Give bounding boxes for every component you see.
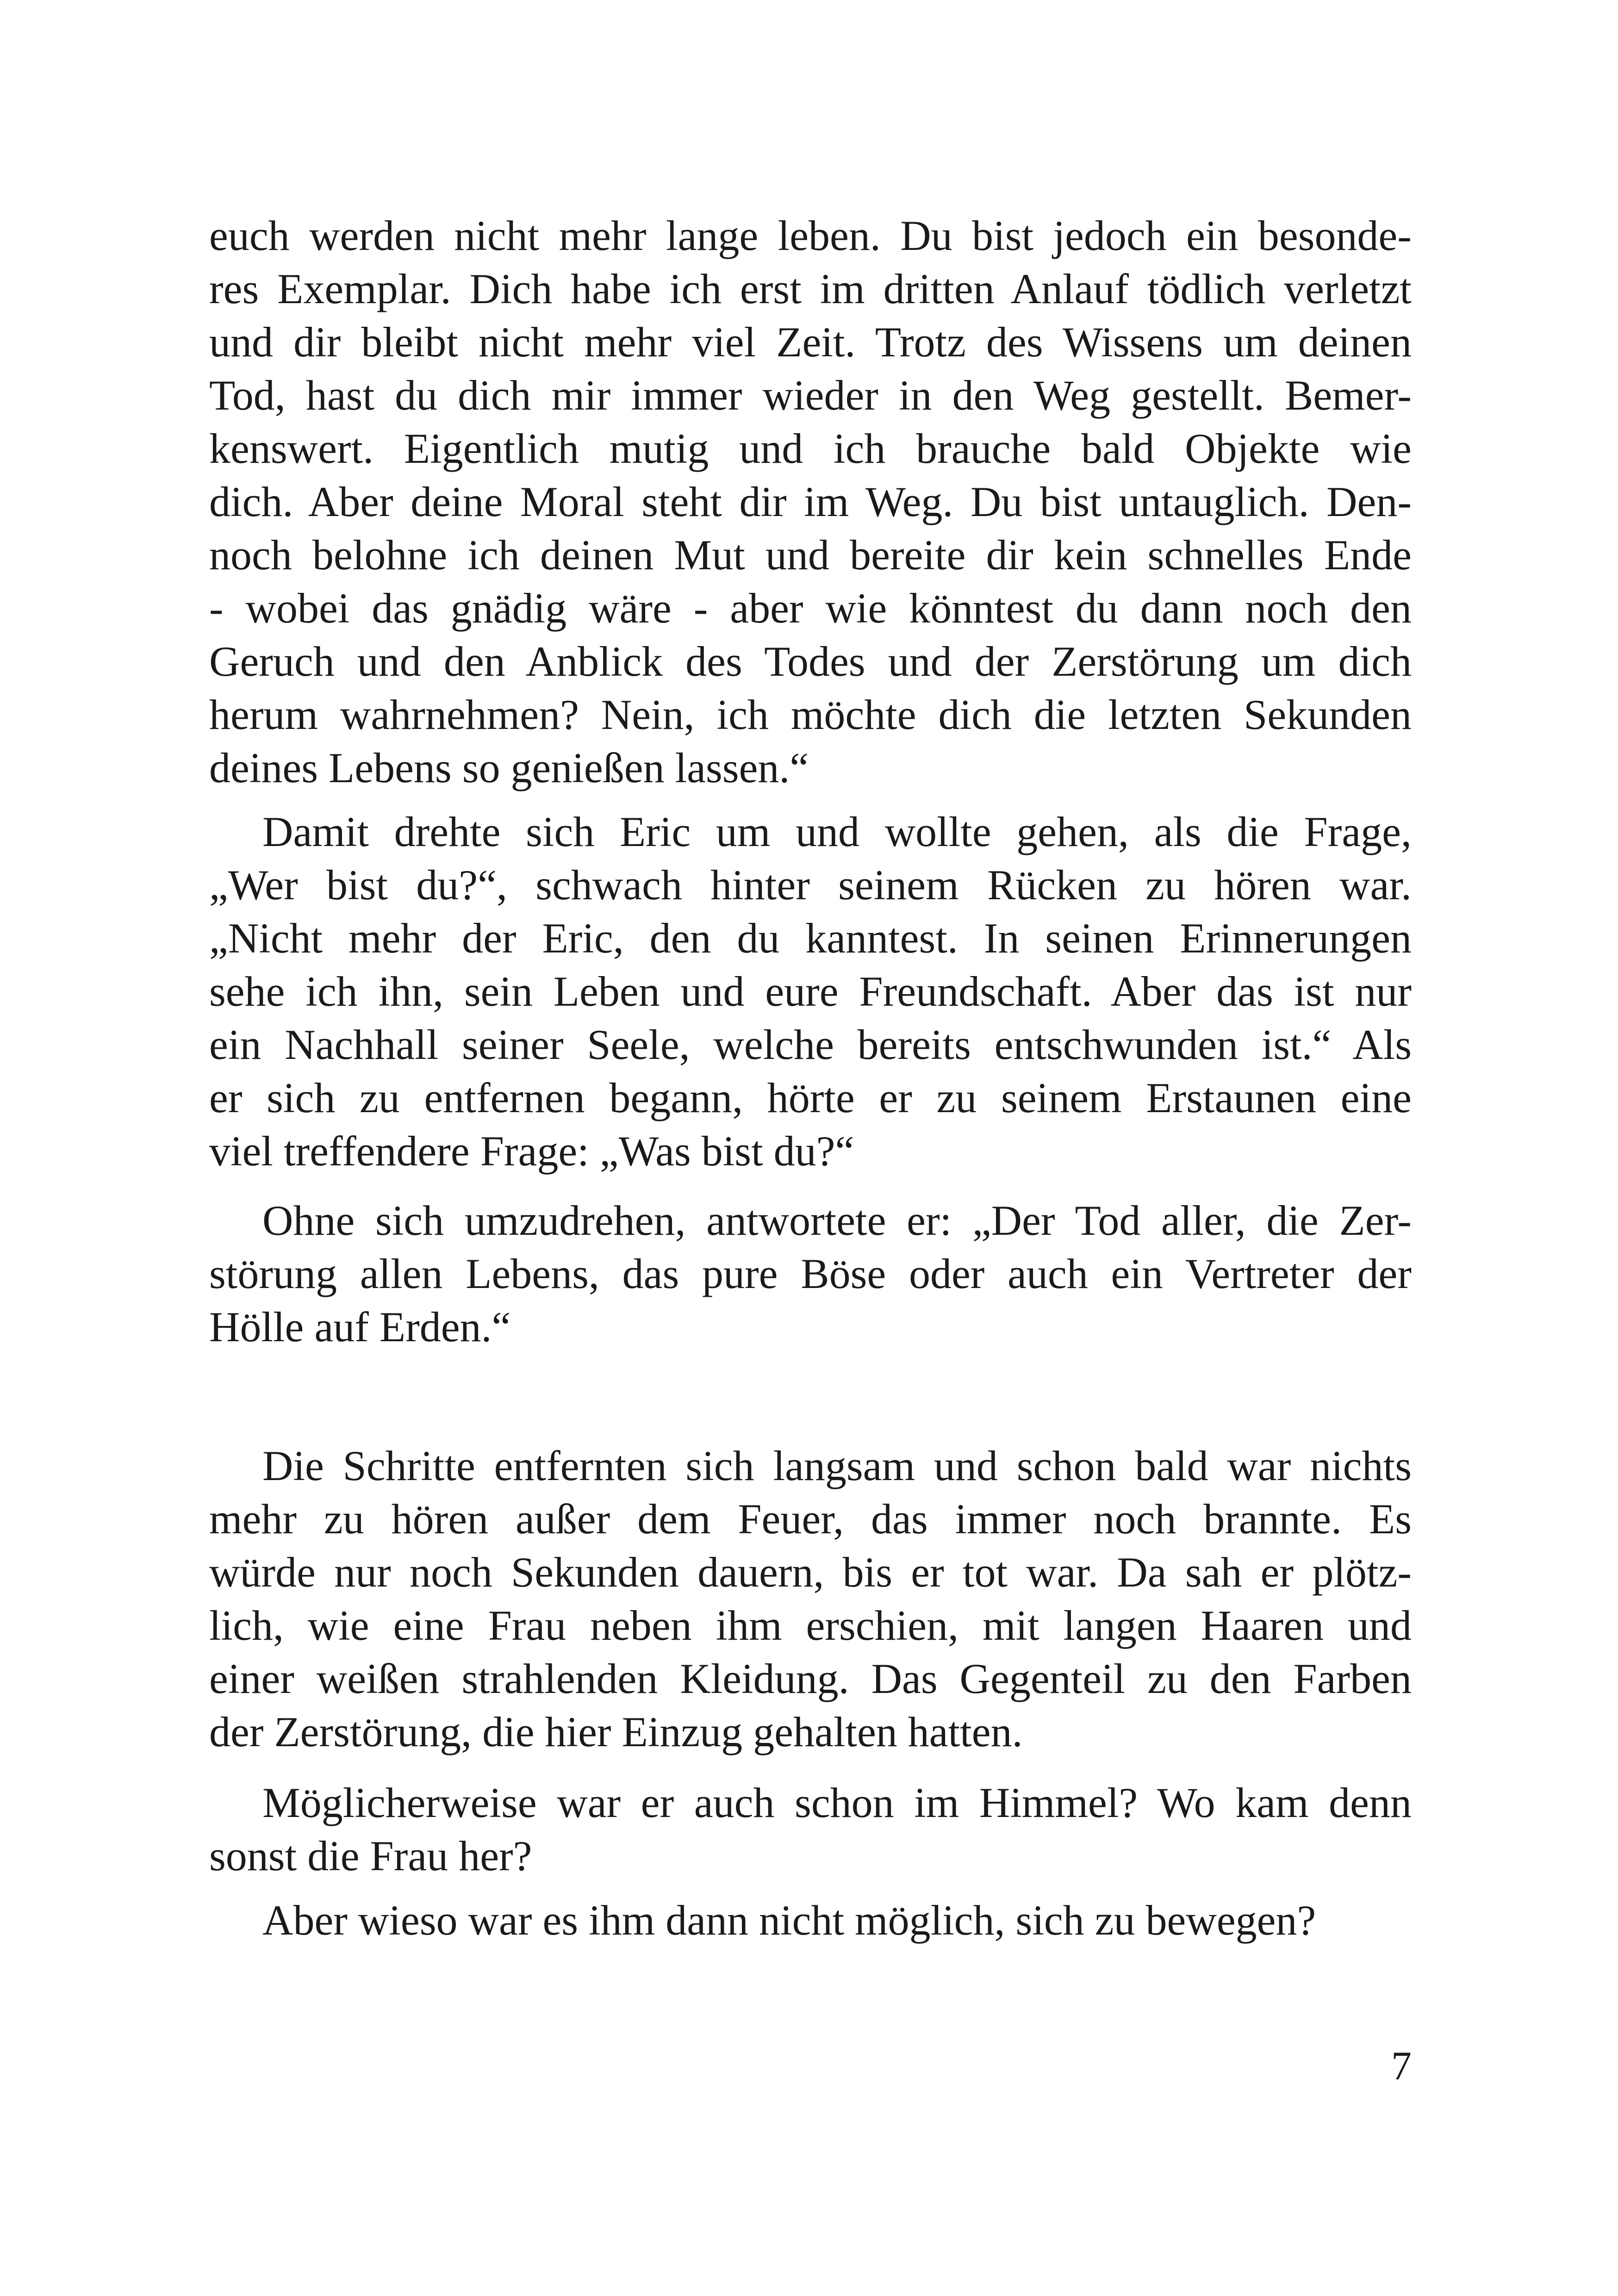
- text-line: „Nicht mehr der Eric, den du kanntest. In seinen Erinnerungen: [209, 915, 1412, 962]
- text-line: störung allen Lebens, das pure Böse oder auch ein Vertreter der: [209, 1250, 1412, 1297]
- text-line: - wobei das gnädig wäre - aber wie könntest du dann noch den: [209, 585, 1412, 632]
- text-line: euch werden nicht mehr lange leben. Du bist jedoch ein besonde-: [209, 212, 1412, 259]
- text-line: ein Nachhall seiner Seele, welche bereits entschwunden ist.“ Als: [209, 1021, 1412, 1068]
- paragraph-6: [209, 1894, 1412, 1947]
- text-line: kenswert. Eigentlich mutig und ich brauche bald Objekte wie: [209, 425, 1412, 472]
- text-line: der Zerstörung, die hier Einzug gehalten hatten.: [209, 1708, 1023, 1755]
- text-line: und dir bleibt nicht mehr viel Zeit. Trotz des Wissens um deinen: [209, 318, 1412, 366]
- text-line: Hölle auf Erden.“: [209, 1303, 511, 1350]
- text-line: sehe ich ihn, sein Leben und eure Freundschaft. Aber das ist nur: [209, 968, 1412, 1015]
- text-line: Tod, hast du dich mir immer wieder in den Weg gestellt. Bemer-: [209, 372, 1412, 419]
- text-line: herum wahrnehmen? Nein, ich möchte dich die letzten Sekunden: [209, 691, 1412, 738]
- paragraph-3: [209, 1194, 1412, 1354]
- text-line: noch belohne ich deinen Mut und bereite dir kein schnelles Ende: [209, 531, 1412, 579]
- text-line: deines Lebens so genießen lassen.“: [209, 744, 809, 791]
- text-line: viel treffendere Frage: „Was bist du?“: [209, 1127, 854, 1175]
- text-line: Damit drehte sich Eric um und wollte gehen, als die Frage,: [262, 808, 1412, 855]
- page-number: 7: [1391, 2044, 1412, 2089]
- text-line: res Exemplar. Dich habe ich erst im dritten Anlauf tödlich verletzt: [209, 265, 1412, 312]
- paragraph-1: [209, 209, 1412, 795]
- paragraph-4: [209, 1439, 1412, 1759]
- paragraph-5: [209, 1776, 1412, 1883]
- text-line: Möglicherweise war er auch schon im Himmel? Wo kam denn: [262, 1779, 1412, 1826]
- text-line: lich, wie eine Frau neben ihm erschien, mit langen Haaren und: [209, 1602, 1412, 1649]
- text-line: Die Schritte entfernten sich langsam und schon bald war nichts: [262, 1442, 1412, 1489]
- text-line: Aber wieso war es ihm dann nicht möglich, sich zu bewegen?: [262, 1897, 1316, 1944]
- text-line: „Wer bist du?“, schwach hinter seinem Rücken zu hören war.: [209, 861, 1412, 908]
- text-line: einer weißen strahlenden Kleidung. Das Gegenteil zu den Farben: [209, 1655, 1412, 1702]
- text-line: mehr zu hören außer dem Feuer, das immer noch brannte. Es: [209, 1495, 1412, 1543]
- text-line: Ohne sich umzudrehen, antwortete er: „Der Tod aller, die Zer-: [262, 1197, 1412, 1244]
- text-line: würde nur noch Sekunden dauern, bis er tot war. Da sah er plötz-: [209, 1549, 1412, 1596]
- text-line: sonst die Frau her?: [209, 1832, 532, 1879]
- paragraph-2: [209, 805, 1412, 1178]
- text-line: er sich zu entfernen begann, hörte er zu seinem Erstaunen eine: [209, 1074, 1412, 1121]
- text-line: dich. Aber deine Moral steht dir im Weg. Du bist untauglich. Den-: [209, 478, 1412, 525]
- text-line: Geruch und den Anblick des Todes und der Zerstörung um dich: [209, 638, 1412, 685]
